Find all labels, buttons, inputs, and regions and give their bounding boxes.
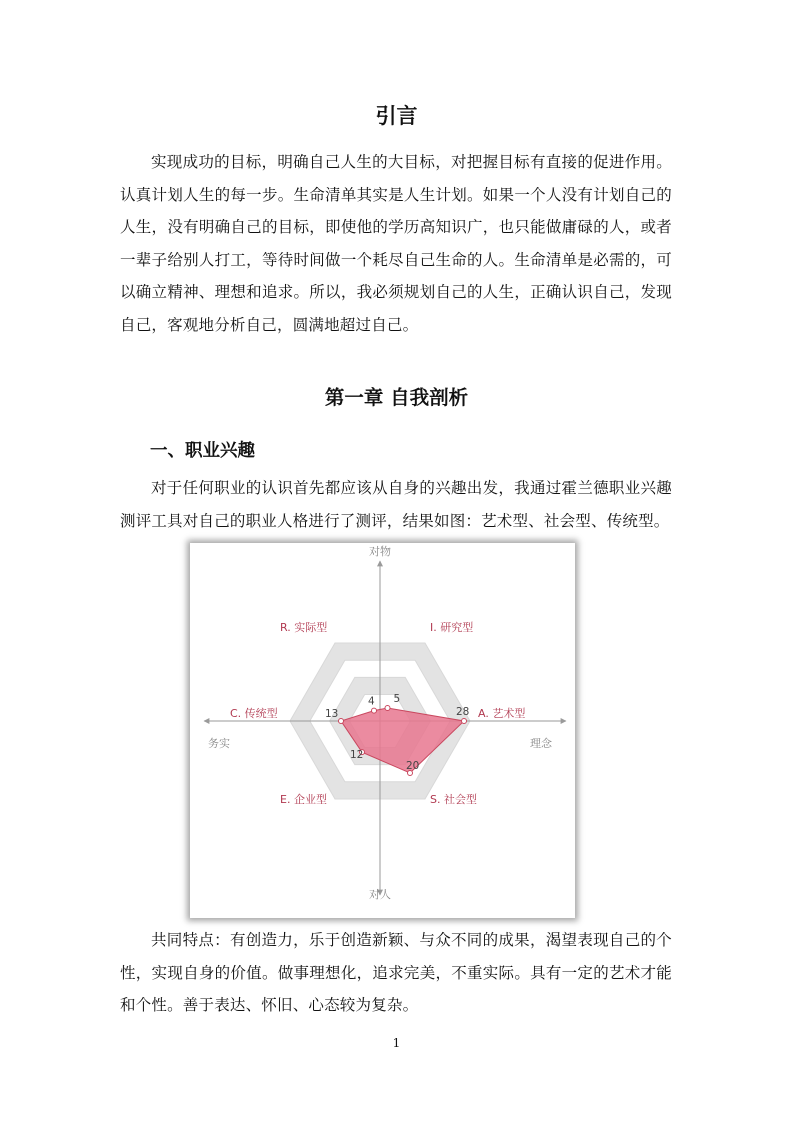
score-value-social: 20 bbox=[406, 759, 420, 772]
dimension-label-artistic: A. 艺术型 bbox=[478, 707, 526, 720]
dimension-label-conventional: C. 传统型 bbox=[230, 707, 278, 720]
section-paragraph: 对于任何职业的认识首先都应该从自身的兴趣出发，我通过霍兰德职业兴趣测评工具对自己的职业人格进行了测评，结果如图：艺术型、社会型、传统型。 bbox=[120, 479, 672, 530]
score-value-enterprising: 12 bbox=[350, 749, 364, 762]
intro-paragraph: 实现成功的目标，明确自己人生的大目标，对把握目标有直接的促进作用。认真计划人生的每一步。生命清单其实是人生计划。如果一个人没有计划自己的人生，没有明确自己的目标，即使他的学历高知识广，也只能做庸碌的人，或者一辈子给别人打工，等待时间做一个耗尽自己生命的人。生命清单是必需的，可以确立精神、理想和追求。所以，我必须规划自己的人生，正确认识自己，发现自己，客观地分析自己，圆满地超过自己。 bbox=[120, 153, 672, 334]
section-title: 一、职业兴趣 bbox=[150, 441, 255, 461]
score-value-artistic: 28 bbox=[456, 706, 470, 718]
radar-chart-svg bbox=[190, 543, 575, 918]
intro-title: 引言 bbox=[375, 104, 418, 128]
page-number: 1 bbox=[392, 1036, 401, 1050]
axis-label-top: 对物 bbox=[369, 545, 391, 558]
score-point-investigative bbox=[385, 706, 390, 711]
score-value-conventional: 13 bbox=[325, 708, 339, 720]
score-value-realistic: 4 bbox=[368, 695, 375, 708]
dimension-label-social: S. 社会型 bbox=[430, 793, 477, 806]
score-point-realistic bbox=[372, 708, 377, 713]
axis-label-left: 务实 bbox=[208, 737, 230, 750]
holland-radar-chart bbox=[190, 543, 575, 918]
summary-paragraph: 共同特点：有创造力，乐于创造新颖、与众不同的成果，渴望表现自己的个性，实现自身的价值。做事理想化，追求完美，不重实际。具有一定的艺术才能和个性。善于表达、怀旧、心态较为复杂。 bbox=[120, 931, 672, 1015]
score-value-investigative: 5 bbox=[393, 693, 401, 706]
dimension-label-investigative: I. 研究型 bbox=[430, 621, 474, 634]
score-point-conventional bbox=[339, 719, 344, 724]
score-point-artistic bbox=[462, 719, 467, 724]
axis-label-right: 理念 bbox=[530, 737, 552, 750]
axis-label-bottom: 对人 bbox=[369, 888, 391, 901]
chapter-title: 第一章 自我剖析 bbox=[324, 386, 469, 409]
dimension-label-realistic: R. 实际型 bbox=[280, 621, 328, 634]
dimension-label-enterprising: E. 企业型 bbox=[280, 793, 327, 806]
